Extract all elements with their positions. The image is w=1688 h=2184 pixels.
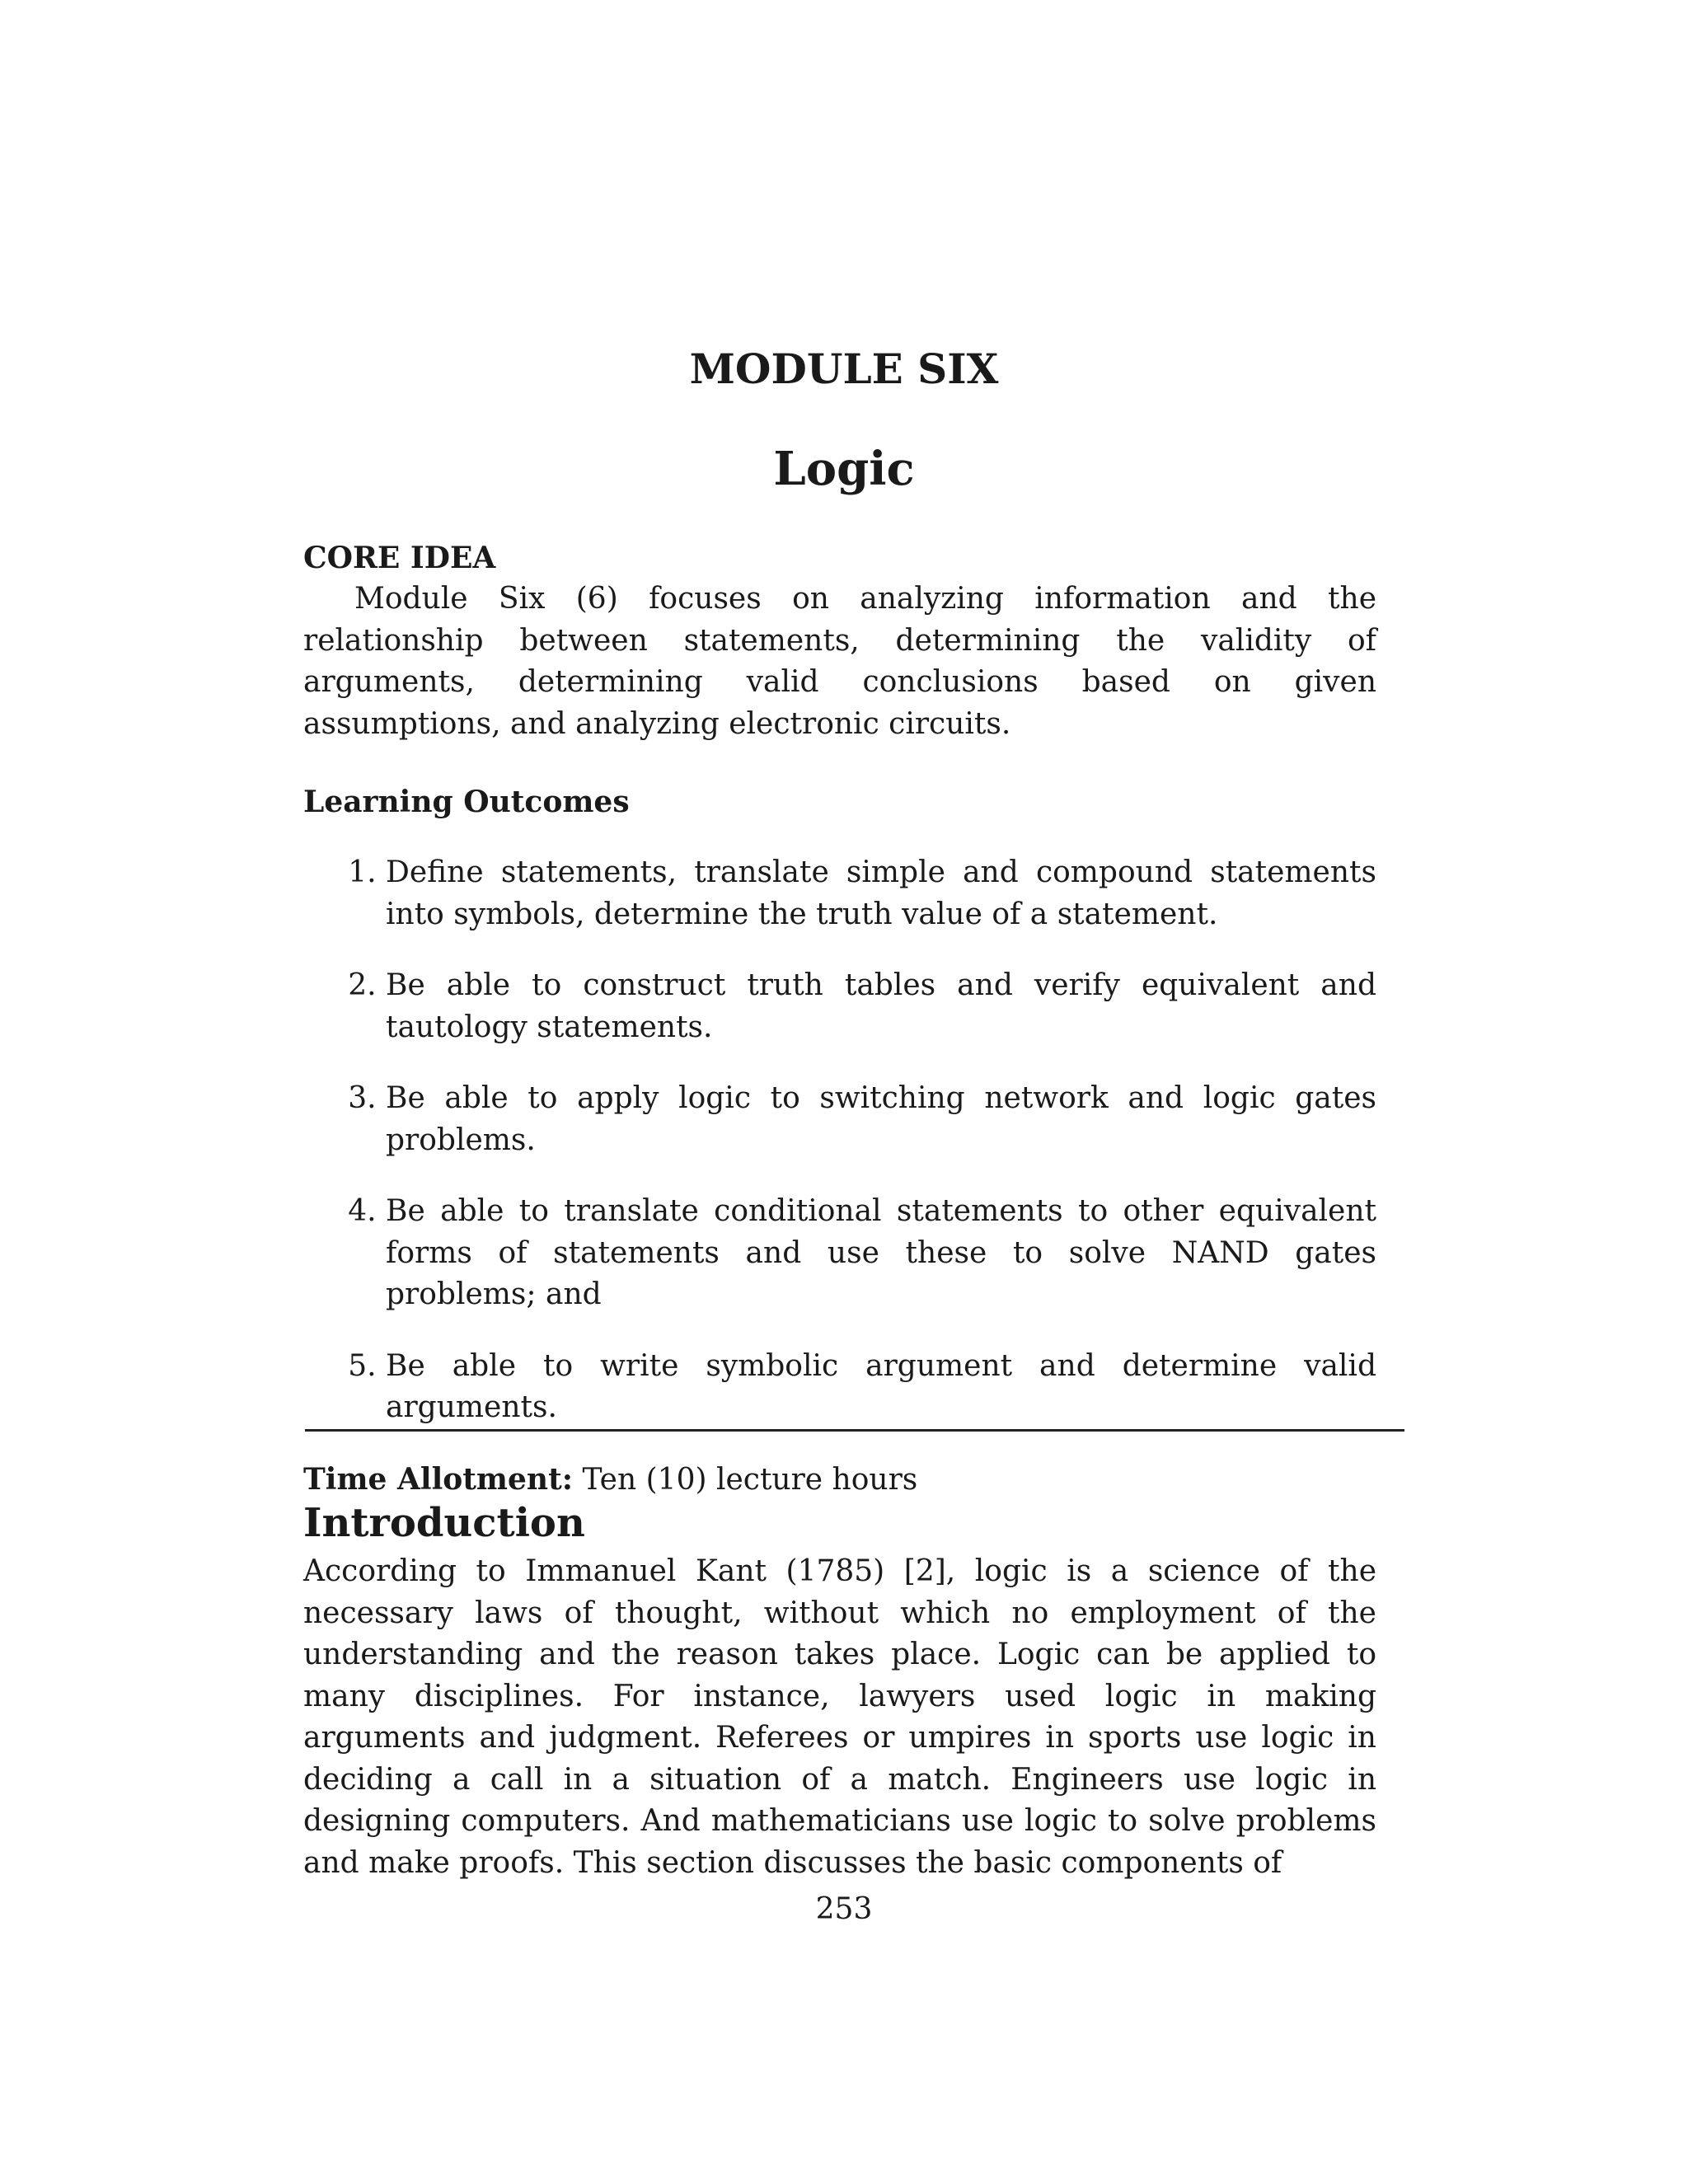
list-item: 3. Be able to apply logic to switching network and logic gates problems. xyxy=(386,1078,1376,1161)
module-overview xyxy=(303,537,1376,1501)
list-item: 2. Be able to construct truth tables and verify equivalent and tautology statements. xyxy=(386,965,1376,1048)
time-allotment-value: Ten (10) lecture hours xyxy=(582,1462,918,1497)
time-allotment xyxy=(303,1459,1376,1502)
introduction-text: According to Immanuel Kant (1785) [2], logic is a science of the necessary laws of thought, without which no employment of the understanding and the reason takes place. Logic can be applied to many disciplines. For instance, lawyers used logic in making arguments and judgment. Referees or umpires in sports use logic in deciding a call in a situation of a match. Engineers use logic in designing computers. And mathematicians use logic to solve problems and make proofs. This section discusses the basic components of xyxy=(303,1554,1376,1880)
introduction-section xyxy=(303,1498,1376,1884)
spacer xyxy=(303,745,1376,781)
learning-outcomes-label: Learning Outcomes xyxy=(303,785,630,819)
module-title: MODULE SIX xyxy=(689,344,999,393)
list-item: 5. Be able to write symbolic argument and determine valid arguments. xyxy=(386,1346,1376,1429)
page-number: 253 xyxy=(815,1892,873,1926)
time-allotment-label: Time Allotment: xyxy=(303,1461,574,1497)
section-divider xyxy=(305,1429,1404,1432)
list-item: 4. Be able to translate conditional statements to other equivalent forms of statements and use these to solve NAND gates problems; and xyxy=(386,1191,1376,1316)
chapter-title: Logic xyxy=(773,442,915,496)
list-item: 1. Define statements, translate simple and compound statements into symbols, determine the truth value of a statement. xyxy=(386,852,1376,935)
core-idea-text: Module Six (6) focuses on analyzing information and the relationship between statements, determining the validity of arguments, determining valid conclusions based on given assumptions, and analyzing electronic circuits. xyxy=(303,582,1376,741)
introduction-heading: Introduction xyxy=(303,1500,585,1546)
learning-outcomes-list xyxy=(303,852,1376,1429)
core-idea-label: CORE IDEA xyxy=(303,541,496,575)
